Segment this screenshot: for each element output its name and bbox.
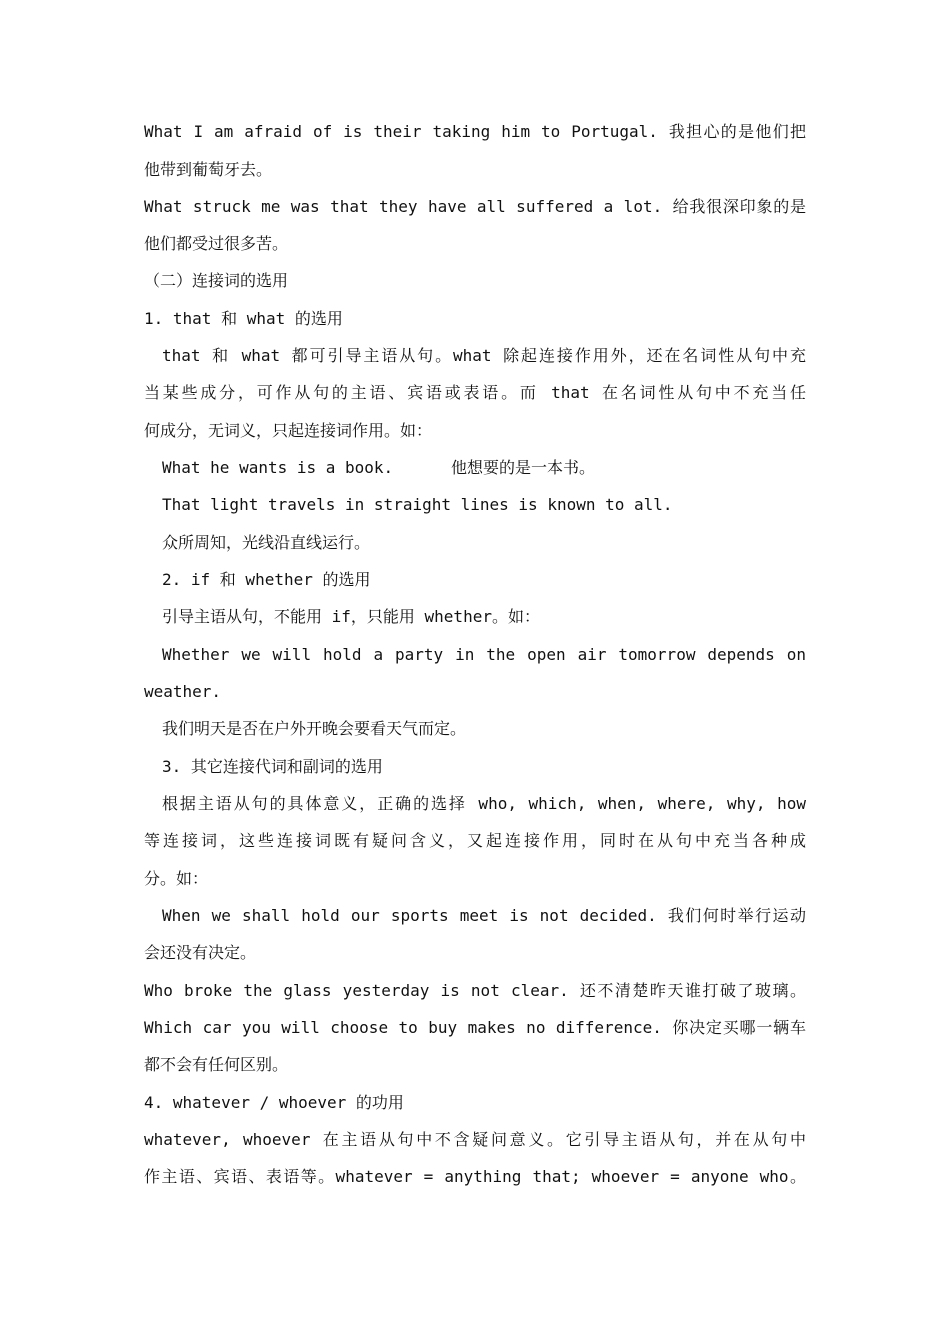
- example-sentence: What he wants is a book. 他想要的是一本书。: [162, 458, 595, 477]
- example-sentence: That light travels in straight lines is known to all.: [162, 495, 673, 514]
- text-line: 他们都受过很多苦。: [144, 234, 289, 253]
- text-line: What I am afraid of is their taking him to Portugal. 我担心的是他们把: [144, 122, 806, 141]
- subsection-heading: 1. that 和 what 的选用: [144, 309, 343, 328]
- text-line: 都不会有任何区别。: [144, 1055, 289, 1074]
- text-line: whatever, whoever 在主语从句中不含疑问意义。它引导主语从句，并在从句中: [144, 1130, 806, 1149]
- section-heading: （二）连接词的选用: [144, 271, 289, 290]
- text-line: 作主语、宾语、表语等。whatever = anything that; whoever = anyone who。: [144, 1167, 806, 1186]
- example-sentence: When we shall hold our sports meet is not decided. 我们何时举行运动: [162, 906, 806, 925]
- text-line: 引导主语从句，不能用 if，只能用 whether。如：: [162, 607, 540, 626]
- example-sentence: Which car you will choose to buy makes no difference. 你决定买哪一辆车: [144, 1018, 806, 1037]
- text-line: 何成分，无词义，只起连接词作用。如：: [144, 421, 433, 440]
- subsection-heading: 3. 其它连接代词和副词的选用: [162, 757, 383, 776]
- example-translation: 众所周知，光线沿直线运行。: [162, 533, 371, 552]
- text-line: that 和 what 都可引导主语从句。what 除起连接作用外，还在名词性从句中充: [162, 346, 806, 365]
- text-line: 等连接词，这些连接词既有疑问含义，又起连接作用，同时在从句中充当各种成: [144, 831, 806, 850]
- text-line: What struck me was that they have all suffered a lot. 给我很深印象的是: [144, 197, 806, 216]
- example-translation: 我们明天是否在户外开晚会要看天气而定。: [162, 719, 467, 738]
- text-line: 分。如：: [144, 869, 209, 888]
- example-sentence: Whether we will hold a party in the open air tomorrow depends on: [162, 645, 806, 664]
- text-line: weather.: [144, 682, 222, 701]
- text-line: 会还没有决定。: [144, 943, 257, 962]
- text-line: 当某些成分，可作从句的主语、宾语或表语。而 that 在名词性从句中不充当任: [144, 383, 806, 402]
- example-sentence: Who broke the glass yesterday is not clear. 还不清楚昨天谁打破了玻璃。: [144, 981, 806, 1000]
- subsection-heading: 4. whatever / whoever 的功用: [144, 1093, 404, 1112]
- text-line: 他带到葡萄牙去。: [144, 160, 273, 179]
- subsection-heading: 2. if 和 whether 的选用: [162, 570, 371, 589]
- text-line: 根据主语从句的具体意义，正确的选择 who, which, when, where, why, how: [162, 794, 806, 813]
